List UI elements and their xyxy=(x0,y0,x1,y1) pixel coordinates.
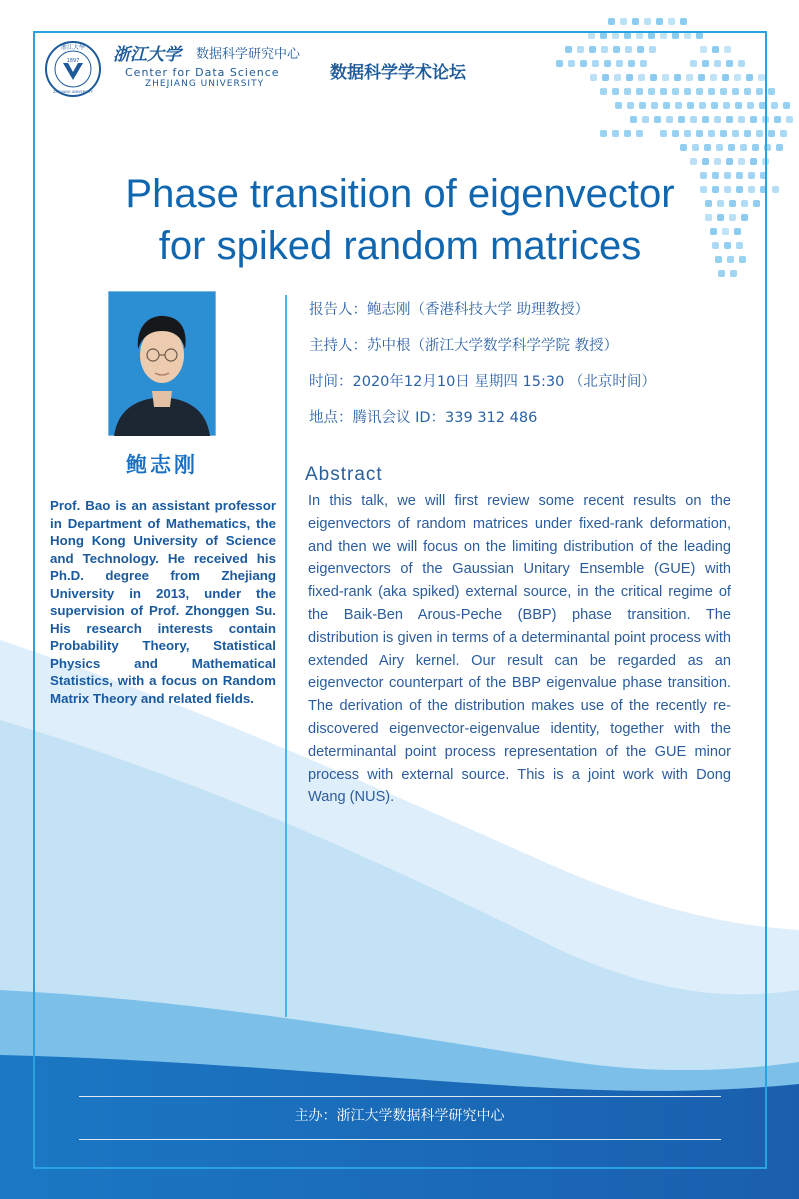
talk-title-line2: for spiked random matrices xyxy=(158,224,642,268)
university-name-en: ZHEJIANG UNIVERSITY xyxy=(145,79,265,89)
map-dot xyxy=(632,18,639,25)
reporter-line: 报告人：鲍志刚（香港科技大学 助理教授） xyxy=(309,302,590,318)
organizer: 主办：浙江大学数据科学研究中心 xyxy=(294,1108,505,1124)
map-dot xyxy=(668,18,675,25)
map-dot xyxy=(774,116,781,123)
map-dot xyxy=(768,88,775,95)
map-dot xyxy=(776,144,783,151)
column-divider xyxy=(285,295,287,1017)
map-dot xyxy=(786,116,793,123)
talk-title xyxy=(40,168,760,272)
speaker-photo xyxy=(108,291,216,436)
location-line: 地点：腾讯会议 ID：339 312 486 xyxy=(309,410,538,426)
time-line: 时间：2020年12月10日 星期四 15:30 （北京时间） xyxy=(309,374,656,390)
abstract-body: In this talk, we will first review some recent results on the eigenvectors of random matrices under fixed-rank deformation, and then we will focus on the limiting distribution of the leading eigenvectors of the Gaussian Unitary Ensemble (GUE) with fixed-rank (aka spiked) external source, in the critical regime of the Baik-Ben Arous-Peche (BBP) phase transition. The distribution is given in terms of a determinantal point process with extended Airy kernel. Our result can be regarded as an eigenvector counterpart of the BBP eigenvalue phase transition. The derivation of the distribution makes use of the recently re-discovered eigenvector-eigenvalue identity, together with the determinantal point process representation of the GUE minor process with external source. This is a joint work with Dong Wang (NUS). xyxy=(308,493,731,806)
footer-rule-top xyxy=(79,1096,721,1097)
map-dot xyxy=(768,130,775,137)
map-dot xyxy=(772,186,779,193)
map-dot xyxy=(771,102,778,109)
center-name-cn: 数据科学研究中心 xyxy=(196,47,301,62)
footer-rule-bottom xyxy=(79,1139,721,1140)
speaker-bio: Prof. Bao is an assistant professor in Department of Mathematics, the Hong Kong University of Science and Technology. He received his Ph.D. degree from Zhejiang University in 2013, under the supervision of Prof. Zhonggen Su. His research interests contain Probability Theory, Statistical Physics and Mathematical Statistics, with a focus on Random Matrix Theory and related fields. xyxy=(50,498,276,706)
map-dot xyxy=(780,130,787,137)
talk-info xyxy=(309,299,779,443)
map-dot xyxy=(644,18,651,25)
talk-title-line1: Phase transition of eigenvector xyxy=(125,172,675,216)
map-dot xyxy=(680,18,687,25)
zju-name-calligraphy: 浙江大学 xyxy=(113,45,181,65)
svg-text:1897: 1897 xyxy=(66,58,80,64)
abstract-heading: Abstract xyxy=(305,464,383,485)
speaker-name: 鲍志刚 xyxy=(126,453,198,477)
zju-logo-icon xyxy=(44,40,102,98)
map-dot xyxy=(620,18,627,25)
svg-text:ZHEJIANG UNIVERSITY: ZHEJIANG UNIVERSITY xyxy=(53,90,93,94)
forum-title: 数据科学学术论坛 xyxy=(330,63,466,83)
map-dot xyxy=(783,102,790,109)
map-dot xyxy=(656,18,663,25)
map-dot xyxy=(608,18,615,25)
center-name-en: Center for Data Science xyxy=(125,66,280,79)
host-line: 主持人：苏中根（浙江大学数学科学学院 教授） xyxy=(309,338,619,354)
svg-text:浙江大學: 浙江大學 xyxy=(60,44,86,51)
